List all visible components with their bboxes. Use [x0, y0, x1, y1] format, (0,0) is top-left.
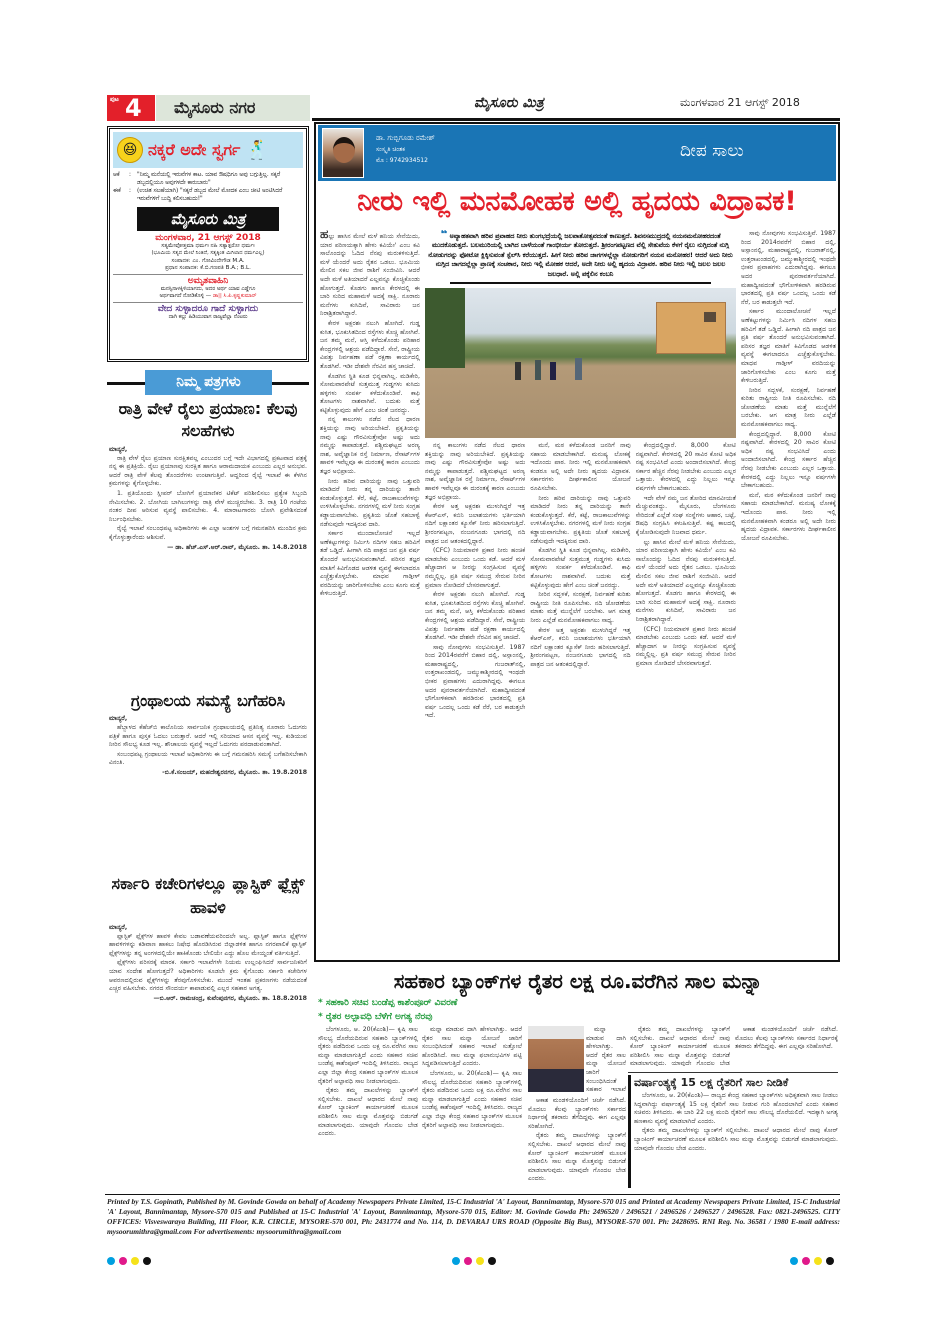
article-col-3 — [530, 442, 630, 960]
article-center — [425, 230, 736, 960]
header-date: ಮಂಗಳವಾರ 21 ಆಗಸ್ಟ್ 2018 — [680, 96, 800, 109]
bank-col-4 — [735, 1026, 838, 1069]
paragraph: ಸಾವು ನೋವುಗಳು ಸಂಭವಿಸುತ್ತಿವೆ. 1987 ರಿಂದ 2014ರವರೆಗೆ ಬಿಹಾರ ದಲ್ಲಿ, ಅಸ್ಸಾಂನಲ್ಲಿ, ಮಹಾರಾಷ್ಟ್ರದಲ್ಲಿ, ಗುಜರಾತ್‌ನಲ್ಲಿ, ಉತ್ತರಾಖಂಡದಲ್ಲಿ, ಜಮ್ಮುಕಾಶ್ಮೀರದಲ್ಲಿ ಇಂಥದೇ ಭೀಕರ ಪ್ರವಾಹಗಳು ಎದುರಾಗಿದ್ದವು. ಈಗಲೂ ಅದರ ಪುನರಾವರ್ತನೆಯಾಗಿದೆ. ಮಹಾದ್ವೀಪದಂತೆ ಭೌಗೋಳಿಕವಾಗಿ ಹರಡಿರುವ ಭಾರತದಲ್ಲಿ ಪ್ರತಿ ವರ್ಷ ಒಂದಲ್ಲ ಒಂದು ಕಡೆ ನೆರೆ, ಬರ ಕಾಡುತ್ತಲೇ ಇದೆ. — [741, 230, 836, 306]
proverb-title: ವೇದ ಸುಳ್ಳಾದರೂ ಗಾದೆ ಸುಳ್ಳಾಗದು — [157, 304, 259, 314]
paragraph: ರೈತರು ತಮ್ಮ ದಾಖಲೆಗಳನ್ನು ಬ್ಯಾಂಕ್‌ಗೆ ಸಲ್ಲಿಸಬೇಕು. ದಾಖಲೆ ಆಧಾರದ ಮೇಲೆ ನಾವು ಕೋರ್ ಬ್ಯಾಂಕಿಂಗ್ ಕಾರ್ಯಾಚರಣೆ ಮೂಲಕ ಪರಿಶೀಲಿಸಿ ಸಾಲ ಮನ್ನಾ ಮೊತ್ತವನ್ನು ಬಿಡುಗಡೆ ಮಾಡಲಾಗುವುದು. ಯಾವುದೇ ಗೊಂದಲ ಬೇಡ ಎಂದರು. — [634, 1127, 838, 1152]
dialogue-line: (ಉಚಿತ ಸಲಹೆಯಾಗಿ) "ಸಕ್ಕರೆ ಡಬ್ಬದ ಮೇಲೆ ಮೋದಕ ಎಂಬ ಚೀಟಿ ಅಂಟಿಸಿದರೆ ಇರುವೆಗಳಿಗೆ ಬುದ್ಧಿ ಕಲಿಸಬಹುದು!" — [137, 188, 283, 202]
registration-marks-right — [790, 1250, 838, 1269]
humor-title: ನಕ್ಕರೆ ಅದೇ ಸ್ವರ್ಗ — [148, 140, 241, 159]
column-header — [318, 125, 836, 181]
article-col-5 — [741, 230, 836, 960]
bank-col-1b — [422, 1026, 522, 1188]
paragraph: 1. ಪ್ರತಿಯೊಂದು ಸ್ಲೀಪರ್ ಬೋಗಿಗೆ ಪ್ರಯಾಣಿಕರ ಟಿಕೆಟ್ ಪರಿಶೀಲಿಸಲು ಪ್ರತ್ಯೇಕ ಸಿಬ್ಬಂದಿ ನೇಮಿಸಬೇಕು. 2. ಬೋಗಿಯ ಬಾಗಿಲುಗಳನ್ನು ರಾತ್ರಿ ವೇಳೆ ಮುಚ್ಚಿರಬೇಕು. 3. ರಾತ್ರಿ 10 ಗಂಟೆಯ ನಂತರ ದೀಪ ಆರಿಸುವ ವ್ಯವಸ್ಥೆ ಪಾಲಿಸಬೇಕು. 4. ಮಾರಾಟಗಾರರು ಬೋಗಿ ಪ್ರವೇಶಿಸದಂತೆ ನಿರ್ಬಂಧಿಸಬೇಕು. — [109, 489, 307, 523]
sub-story-bar — [628, 1075, 631, 1188]
paragraph: ಸರ್ಕಾರ ಮುಂದಾಲೋಚನೆ ಇಲ್ಲದೆ ಅಣೆಕಟ್ಟುಗಳನ್ನು ನಿರ್ಮಿಸಿ ನದಿಗಳ ಸಹಜ ಹರಿವಿಗೆ ತಡೆ ಒಡ್ಡಿದೆ. ಹೀಗಾಗಿ ನದಿ ಪಾತ್ರದ ಜನ ಪ್ರತಿ ವರ್ಷ ತೊಂದರೆ ಅನುಭವಿಸುವಂತಾಗಿದೆ. ಪರಿಸರ ತಜ್ಞರ ಮಾತಿಗೆ ಕಿವಿಗೊಡದ ಆಡಳಿತ ವ್ಯವಸ್ಥೆ ಈಗಲಾದರೂ ಎಚ್ಚೆತ್ತುಕೊಳ್ಳಬೇಕು. ಮಾಧವ ಗಾಡ್ಗೀಳ್ ವರದಿಯನ್ನು ಜಾರಿಗೊಳಿಸಬೇಕು ಎಂಬ ಕೂಗು ಮತ್ತೆ ಕೇಳಿಬರುತ್ತಿದೆ. — [741, 308, 836, 385]
pull-quote — [425, 230, 736, 279]
salutation: ಮಾನ್ಯರೆ, — [109, 446, 128, 453]
bank-subhead-2: * ರೈತರ ಅಲ್ಪಾವಧಿ ಬೆಳೆಗೆ ಅಗತ್ಯ ನೆರವು — [318, 1012, 433, 1022]
column-headline: ನೀರು ಇಲ್ಲಿ ಮನಮೋಹಕ ಅಲ್ಲಿ ಹೃದಯ ವಿದ್ರಾವಕ! — [357, 186, 797, 217]
article-col-4 — [636, 442, 736, 960]
paragraph: ನನ್ನ ಕಾಲುಗಳು ನಡೆದ ನೆಲದ ಧಾರಣ ಶಕ್ತಿಯನ್ನು ನಾವು ಅರಿಯಬೇಕಿದೆ. ಪ್ರಕೃತಿಯನ್ನು ನಾವು ಎಷ್ಟು ಗೌರವಿಸುತ್ತೇವೋ ಅಷ್ಟು ಅದು ನಮ್ಮನ್ನು ಕಾಪಾಡುತ್ತದೆ. ಪಶ್ಚಿಮಘಟ್ಟದ ಅರಣ್ಯ ನಾಶ, ಅವೈಜ್ಞಾನಿಕ ರಸ್ತೆ ನಿರ್ಮಾಣ, ರೆಸಾರ್ಟ್‌ಗಳ ಹಾವಳಿ ಇವೆಲ್ಲವೂ ಈ ದುರಂತಕ್ಕೆ ಕಾರಣ ಎಂಬುದು ತಜ್ಞರ ಅಭಿಪ್ರಾಯ. — [320, 416, 420, 476]
sep: : — [129, 172, 131, 178]
speaker: ಈಕೆ — [113, 188, 121, 194]
paragraph: (CFC) ನಿಯಮಾವಳಿ ಪ್ರಕಾರ ನೀರು ಹಂಚಿಕೆ ಮಾಡಬೇಕು ಎಂಬುದು ಒಂದು ಕಡೆ. ಆದರೆ ಮಳೆ ಹೆಚ್ಚಾದಾಗ ಆ ನೀರನ್ನು ಸಂಗ್ರಹಿಸುವ ವ್ಯವಸ್ಥೆ ನಮ್ಮಲ್ಲಿಲ್ಲ. ಪ್ರತಿ ವರ್ಷ ಸಮುದ್ರ ಸೇರುವ ನೀರಿನ ಪ್ರಮಾಣ ನೋಡಿದರೆ ಬೇಸರವಾಗುತ್ತದೆ. — [425, 547, 526, 589]
sep: : — [129, 188, 131, 194]
sub-story-headline: ವರ್ಷಾಂತ್ಯಕ್ಕೆ 15 ಲಕ್ಷ ರೈತರಿಗೆ ಸಾಲ ನೀಡಿಕೆ — [634, 1076, 789, 1089]
paragraph: ಬೆಂಗಳೂರು, ಆ. 20(ಕೆಎಂಶಿ)— ರಾಜ್ಯದ ಕೇಂದ್ರ ಸಹಕಾರ ಬ್ಯಾಂಕ್‌ಗಳು ಅಧಿಕೃತವಾಗಿ ಸಾಲ ನೀಡಲು ಸಿದ್ಧವಾಗಿದ್ದು ವರ್ಷಾಂತ್ಯಕ್ಕೆ 15 ಲಕ್ಷ ರೈತರಿಗೆ ಸಾಲ ನೀಡುವ ಗುರಿ ಹೊಂದಲಾಗಿದೆ ಎಂದು ಸಹಕಾರ ಸಚಿವರು ತಿಳಿಸಿದರು. ಈ ಬಾರಿ 22 ಲಕ್ಷ ಮಂದಿ ರೈತರಿಗೆ ಸಾಲ ಸೌಲಭ್ಯ ದೊರೆಯಲಿದೆ. ಇದಕ್ಕಾಗಿ ಅಗತ್ಯ ಹಣಕಾಸು ವ್ಯವಸ್ಥೆ ಮಾಡಲಾಗಿದೆ ಎಂದರು. — [634, 1092, 838, 1125]
letters-banner-row — [107, 368, 309, 396]
letter-3-body — [109, 924, 307, 1188]
registration-marks-center — [452, 1250, 500, 1269]
amrutavani-prefix: ಅರ್ಥವಾಗದೆ ನೋಡಿಕೊಳ್ಳಿ — — [159, 293, 212, 299]
paragraph: ಹೆಬ್ಬಾಳದ ಕೆಹೆಚ್‌ಬಿ ಕಾಲೊನಿಯ ಸಾರ್ವಜನಿಕ ಗ್ರಂಥಾಲಯದಲ್ಲಿ ಪ್ರತಿನಿತ್ಯ ನೂರಾರು ಓದುಗರು ಪತ್ರಿಕೆ ಹಾಗೂ ಪುಸ್ತಕ ಓದಲು ಬರುತ್ತಾರೆ. ಆದರೆ ಇಲ್ಲಿ ಸರಿಯಾದ ಆಸನ ವ್ಯವಸ್ಥೆ ಇಲ್ಲ. ಕುಡಿಯುವ ನೀರಿನ ಸೌಲಭ್ಯ ಕೂಡ ಇಲ್ಲ. ಶೌಚಾಲಯ ವ್ಯವಸ್ಥೆ ಇಲ್ಲದೆ ಓದುಗರು ಪರದಾಡುವಂತಾಗಿದೆ. — [109, 724, 307, 749]
dancing-figure-icon: 🕺 — [246, 139, 269, 161]
paragraph: ಲ್ಲು ಹಾಸಿನ ಮೇಲೆ ಮಳೆ ಹನಿಯ ಸೇನೆಯಿದು, ಯಾರ ಪರಿಣಯಕ್ಕಾಗಿ ಹೇಳು ಕವಿಯೇ' ಎಂಬ ಕವಿ ಸಾಲೊಂದನ್ನು ಓದಿದ ನೆನಪು ಮರುಕಳಿಸುತ್ತಿದೆ. ಮಳೆ ಯೆಂದರೆ ಅದು ರೈತನ ಒಡಲು. ಭೂಮಿಯ ಮೇಲಿನ ಸಕಲ ಜೀವ ರಾಶಿಗೆ ಸಂಜೀವಿನಿ. ಆದರೆ ಅದೇ ಮಳೆ ಅತಿಯಾದರೆ ಎಲ್ಲವನ್ನೂ ಕೊಚ್ಚಿಕೊಂಡು ಹೋಗುತ್ತದೆ. ಕೊಡಗು ಹಾಗೂ ಕೇರಳದಲ್ಲಿ ಈ ಬಾರಿ ಸುರಿದ ಮಹಾಮಳೆ ಅದಕ್ಕೆ ಸಾಕ್ಷಿ. ನೂರಾರು ಮನೆಗಳು ಕುಸಿದಿವೆ, ಸಾವಿರಾರು ಜನ ನಿರಾಶ್ರಿತರಾಗಿದ್ದಾರೆ. — [635, 538, 736, 623]
signature: — ಡಾ. ಹೆಚ್.ಎಸ್.ಆರ್.ರಾವ್, ಮೈಸೂರು. ತಾ. 14.8.2018 — [167, 543, 307, 551]
sub-story — [634, 1075, 838, 1188]
paragraph: ಫ್ಲೆಕ್ಸ್‌ಗಳು ಪರಿಸರಕ್ಕೆ ಮಾರಕ. ಸರ್ಕಾರಿ ಇಲಾಖೆಗಳೇ ನಿಯಮ ಉಲ್ಲಂಘಿಸಿದರೆ ಸಾರ್ವಜನಿಕರಿಗೆ ಯಾವ ಸಂದೇಶ ಹೋಗುತ್ತದೆ? ಅಧಿಕಾರಿಗಳು ಕೂಡಲೇ ಕ್ರಮ ಕೈಗೊಂಡು ಸರ್ಕಾರಿ ಕಚೇರಿಗಳ ಆವರಣದಲ್ಲಿರುವ ಫ್ಲೆಕ್ಸ್‌ಗಳನ್ನು ತೆರವುಗೊಳಿಸಬೇಕು. ಮುಂದೆ ಇಂತಹ ಪ್ರಕರಣಗಳು ನಡೆಯದಂತೆ ಎಚ್ಚರ ವಹಿಸಬೇಕು. ನಗರದ ಸೌಂದರ್ಯ ಕಾಪಾಡುವಲ್ಲಿ ಎಲ್ಲರ ಸಹಕಾರ ಅಗತ್ಯ. — [109, 959, 307, 993]
paragraph: ಆಕಾಶ ಮಂಡಳಿಯೊಂದಿಗೆ ಚರ್ಚೆ ನಡೆಸಿದೆ. ಮೊದಲು ಕೆಲವು ಬ್ಯಾಂಕ್‌ಗಳು ಸರ್ಕಾರದ ನಿರ್ಧಾರಕ್ಕೆ ತಕರಾರು ತೆಗೆದಿದ್ದವು. ಈಗ ಎಲ್ಲವೂ ಸರಿಹೋಗಿದೆ. — [528, 1097, 626, 1130]
pull-quote-text: ಅವ್ಯಾಹತವಾಗಿ ಹರಿವ ಪ್ರವಾಹದ ನೀರು ತುಂಗಭದ್ರೆಯಲ್ಲಿ ಜಲಪಾತೋತ್ಸವದಂತೆ ಕಾಣುತ್ತದೆ. ಶಿವನಸಮುದ್ರದಲ್ಲಿ ನಯನಮನೋಹರದಂತೆ ಮುದಕೊಡುತ್ತದೆ. ಬಲಮುರಿಯಲ್ಲಿ ಬಾಗಿದ ಬಾಳೆಯಂತೆ ಗಾಂಭೀರ್ಯ ತೋರುತ್ತದೆ. ಶ್ರೀರಂಗಪಟ್ಟಣದ ವೆಲ್ಲಿ ಸೇತುವೆಯ ಕೆಳಗೆ ರೈಲು ನುಗ್ಗಿದಂತೆ ನುಗ್ಗಿ ನೋಡುಗರನ್ನು ಫೋಟೋ ಕ್ಲಿಕ್ಕಿಸುವಂತೆ ಸ್ಪೆಲ್‌ಸಿ ಕರೆಯುತ್ತದೆ. ಹೀಗೆ ನೀರು ಹರಿವ ಜಾಗಗಳಲ್ಲೆಲ್ಲಾ ನೋಡುಗರಿಗೆ ನಯನ ಮನೋಹರ! ಆದರೆ ಅದು ನೀರು ನುಗ್ಗಿದ ಜಾಗದಲ್ಲೆಲ್ಲಾ ಪ್ರಾಣಕ್ಕೆ ಸಂಚಕಾರ, ನೀರು ಇಲ್ಲಿ ಮೋಹಕ ಆದರೆ, ಅದೇ ನೀರು ಅಲ್ಲಿ ಹೃದಯ ವಿದ್ರಾವಕ. ಹರಿವ ನೀರು ಇಲ್ಲಿ ಜಲಲ ಜಲಲ ಜಲಧಾರೆ. ಅಲ್ಲಿ ಪಕ್ಕೆಲಿನ ಕಂಬನಿ — [428, 232, 733, 278]
paragraph: ಕೇರಳ ಅತ್ತ ಅಕ್ಷರಶಃ ಮುಳುಗಿದ್ದರೆ ಇತ್ತ ಕೆಆರ್‌ಎಸ್, ಕಬಿನಿ ಜಲಾಶಯಗಳು ಭರ್ತಿಯಾಗಿ ನದಿಗೆ ಲಕ್ಷಾಂತರ ಕ್ಯೂಸೆಕ್ ನೀರು ಹರಿಸಲಾಗುತ್ತಿದೆ. ಶ್ರೀರಂಗಪಟ್ಟಣ, ನಂಜನಗೂಡು ಭಾಗದಲ್ಲಿ ನದಿ ಪಾತ್ರದ ಜನ ಆತಂಕದಲ್ಲಿದ್ದಾರೆ. — [530, 626, 631, 668]
section-title: ಮೈಸೂರು ನಗರ — [156, 95, 310, 121]
motto: ಸತ್ಯಮೇವೋತ್ತಮಾ ಧರ್ಮಃ ನಹಿ ಸತ್ಯಾತ್ಪರೋ ಧರ್ಮಃ — [161, 243, 255, 249]
paragraph: (CFC) ನಿಯಮಾವಳಿ ಪ್ರಕಾರ ನೀರು ಹಂಚಿಕೆ ಮಾಡಬೇಕು ಎಂಬುದು ಒಂದು ಕಡೆ. ಆದರೆ ಮಳೆ ಹೆಚ್ಚಾದಾಗ ಆ ನೀರನ್ನು ಸಂಗ್ರಹಿಸುವ ವ್ಯವಸ್ಥೆ ನಮ್ಮಲ್ಲಿಲ್ಲ. ಪ್ರತಿ ವರ್ಷ ಸಮುದ್ರ ಸೇರುವ ನೀರಿನ ಪ್ರಮಾಣ ನೋಡಿದರೆ ಬೇಸರವಾಗುತ್ತದೆ. — [635, 625, 736, 667]
proverb-text: ದಾಗಿ ಕಲ್ಲು ಹಿಡಿಯುವಾಗ ರಾಜ್ಯವೆಲ್ಲಾ ನೆಂಟರು — [168, 314, 248, 320]
letters-section — [107, 368, 309, 1188]
signature: —ಬಿ.ಆರ್. ರಾಮಚಂದ್ರ, ಕುವೆಂಪುನಗರ, ಮೈಸೂರು. ತಾ. 18.8.2018 — [153, 994, 307, 1002]
author-name: ಡಾ. ಗುಬ್ಬಿಗೂಡು ರಮೇಶ್ — [376, 134, 435, 142]
bank-story — [316, 966, 840, 1188]
paragraph: ರೈತರು ತಮ್ಮ ದಾಖಲೆಗಳನ್ನು ಬ್ಯಾಂಕ್‌ಗೆ ಸಲ್ಲಿಸಬೇಕು. ದಾಖಲೆ ಆಧಾರದ ಮೇಲೆ ನಾವು ಕೋರ್ ಬ್ಯಾಂಕಿಂಗ್ ಕಾರ್ಯಾಚರಣೆ ಮೂಲಕ ಪರಿಶೀಲಿಸಿ ಸಾಲ ಮನ್ನಾ ಮೊತ್ತವನ್ನು ಬಿಡುಗಡೆ ಮಾಡಲಾಗುವುದು. ಯಾವುದೇ ಗೊಂದಲ ಬೇಡ ಎಂದರು. — [528, 1132, 626, 1183]
bank-col-2b — [528, 1097, 626, 1188]
pull-quote-rule — [450, 282, 711, 284]
paragraph: ನೀರಿನ ಸದ್ಬಳಕೆ, ಸಂರಕ್ಷಣೆ, ನಿರ್ವಹಣೆ ಕುರಿತು ರಾಷ್ಟ್ರೀಯ ನೀತಿ ರೂಪಿಸಬೇಕು. ನದಿ ಜೋಡಣೆಯ ಮಾತು ಮತ್ತೆ ಮುನ್ನೆಲೆಗೆ ಬರಬೇಕು. ಆಗ ಮಾತ್ರ ನೀರು ಎಲ್ಲೆಡೆ ಮನಮೋಹಕವಾಗಲು ಸಾಧ್ಯ. — [530, 591, 631, 624]
paragraph: ಸರ್ಕಾರ ಮುಂದಾಲೋಚನೆ ಇಲ್ಲದೆ ಅಣೆಕಟ್ಟುಗಳನ್ನು ನಿರ್ಮಿಸಿ ನದಿಗಳ ಸಹಜ ಹರಿವಿಗೆ ತಡೆ ಒಡ್ಡಿದೆ. ಹೀಗಾಗಿ ನದಿ ಪಾತ್ರದ ಜನ ಪ್ರತಿ ವರ್ಷ ತೊಂದರೆ ಅನುಭವಿಸುವಂತಾಗಿದೆ. ಪರಿಸರ ತಜ್ಞರ ಮಾತಿಗೆ ಕಿವಿಗೊಡದ ಆಡಳಿತ ವ್ಯವಸ್ಥೆ ಈಗಲಾದರೂ ಎಚ್ಚೆತ್ತುಕೊಳ್ಳಬೇಕು. ಮಾಧವ ಗಾಡ್ಗೀಳ್ ವರದಿಯನ್ನು ಜಾರಿಗೊಳಿಸಬೇಕು ಎಂಬ ಕೂಗು ಮತ್ತೆ ಕೇಳಿಬರುತ್ತಿದೆ. — [320, 530, 420, 598]
author-role: ಸಂಸ್ಕೃತಿ ಚಿಂತಕ — [376, 146, 405, 153]
masthead-box-date: ಮಂಗಳವಾರ, 21 ಆಗಸ್ಟ್ 2018 — [155, 233, 261, 243]
paragraph: ಸಂಬಂಧಪಟ್ಟ ಗ್ರಂಥಾಲಯ ಇಲಾಖೆ ಅಧಿಕಾರಿಗಳು ಈ ಬಗ್ಗೆ ಗಮನಹರಿಸಿ ಸಮಸ್ಯೆ ಬಗೆಹರಿಸಬೇಕಾಗಿ ವಿನಂತಿ. — [109, 750, 307, 767]
letter-1-headline: ರಾತ್ರಿ ವೇಳೆ ರೈಲು ಪ್ರಯಾಣ: ಕೆಲವು ಸಲಹೆಗಳು — [118, 399, 298, 440]
quote-mark-icon: ❝ — [440, 230, 448, 241]
article-col-1 — [320, 230, 420, 960]
amrutavani-text: ಮನಸ್ಸಿನಾಳಕ್ಕಿಳಿಯಾಗದು, ಅದರ ಅರ್ಥ ಯಾವ ಎಡ್ಡೆಗೂ — [160, 286, 256, 292]
paragraph: ಮನೆ, ಮಠ ಕಳೆದುಕೊಂಡ ಜನರಿಗೆ ನಾವು ಸಹಾಯ ಮಾಡಬೇಕಾಗಿದೆ. ಮನುಷ್ಯ ಲೋಕಕ್ಕೆ ಇದೊಂದು ಪಾಠ. ನೀರು ಇಲ್ಲಿ ಮನಮೋಹಕವಾಗಿ ಕಂಡರೂ ಅಲ್ಲಿ ಅದೇ ನೀರು ಹೃದಯ ವಿದ್ರಾವಕ. ಸರ್ಕಾರಗಳು ದೀರ್ಘಕಾಲೀನ ಯೋಜನೆ ರೂಪಿಸಬೇಕು. — [741, 491, 836, 542]
minister-photo — [528, 1026, 584, 1092]
paragraph: ಕೊಡಗಿನ ಸ್ಥಿತಿ ಕೂಡ ಭಿನ್ನವಾಗಿಲ್ಲ. ಮಡಿಕೇರಿ, ಸೋಮವಾರಪೇಟೆ ಸುತ್ತಮುತ್ತ ಗುಡ್ಡಗಳು ಕುಸಿದು ಹಳ್ಳಿಗಳು ಸಂಪರ್ಕ ಕಳೆದುಕೊಂಡಿವೆ. ಕಾಫಿ ತೋಟಗಳು ನಾಶವಾಗಿವೆ. ಬದುಕು ಮತ್ತೆ ಕಟ್ಟಿಕೊಳ್ಳುವುದು ಹೇಗೆ ಎಂಬ ಚಿಂತೆ ಜನರದ್ದು. — [530, 547, 631, 589]
humor-box — [107, 126, 309, 362]
sub-story-body — [634, 1092, 838, 1188]
author-photo — [322, 128, 364, 178]
paragraph: ಕೇರಳ ಅಕ್ಷರಶಃ ನಲುಗಿ ಹೋಗಿದೆ. ಗುಡ್ಡ ಕುಸಿತ, ಭೂಕುಸಿತದಿಂದ ರಸ್ತೆಗಳು ಕೊಚ್ಚಿ ಹೋಗಿವೆ. ಜನ ತಮ್ಮ ಮನೆ, ಆಸ್ತಿ ಕಳೆದುಕೊಂಡು ಪರಿಹಾರ ಕೇಂದ್ರಗಳಲ್ಲಿ ಆಶ್ರಯ ಪಡೆದಿದ್ದಾರೆ. ಸೇನೆ, ರಾಷ್ಟ್ರೀಯ ವಿಪತ್ತು ನಿರ್ವಹಣಾ ಪಡೆ ರಕ್ಷಣಾ ಕಾರ್ಯದಲ್ಲಿ ತೊಡಗಿವೆ. ಇಡೀ ದೇಶವೇ ನೆರವಿನ ಹಸ್ತ ಚಾಚಿದೆ. — [320, 319, 420, 370]
footer-rule — [105, 1194, 840, 1195]
paragraph: ಲ್ಲು ಹಾಸಿನ ಮೇಲೆ ಮಳೆ ಹನಿಯ ಸೇನೆಯಿದು, ಯಾರ ಪರಿಣಯಕ್ಕಾಗಿ ಹೇಳು ಕವಿಯೇ' ಎಂಬ ಕವಿ ಸಾಲೊಂದನ್ನು ಓದಿದ ನೆನಪು ಮರುಕಳಿಸುತ್ತಿದೆ. ಮಳೆ ಯೆಂದರೆ ಅದು ರೈತನ ಒಡಲು. ಭೂಮಿಯ ಮೇಲಿನ ಸಕಲ ಜೀವ ರಾಶಿಗೆ ಸಂಜೀವಿನಿ. ಆದರೆ ಅದೇ ಮಳೆ ಅತಿಯಾದರೆ ಎಲ್ಲವನ್ನೂ ಕೊಚ್ಚಿಕೊಂಡು ಹೋಗುತ್ತದೆ. ಕೊಡಗು ಹಾಗೂ ಕೇರಳದಲ್ಲಿ ಈ ಬಾರಿ ಸುರಿದ ಮಹಾಮಳೆ ಅದಕ್ಕೆ ಸಾಕ್ಷಿ. ನೂರಾರು ಮನೆಗಳು ಕುಸಿದಿವೆ, ಸಾವಿರಾರು ಜನ ನಿರಾಶ್ರಿತರಾಗಿದ್ದಾರೆ. — [320, 233, 420, 318]
humor-header — [113, 132, 303, 168]
editor: ಸಂಪಾದಕ: ಎಂ. ಗೋವಿಂದೇಗೌಡ M.A. — [171, 258, 245, 264]
paragraph: ಕೇರಳ ಅಕ್ಷರಶಃ ನಲುಗಿ ಹೋಗಿದೆ. ಗುಡ್ಡ ಕುಸಿತ, ಭೂಕುಸಿತದಿಂದ ರಸ್ತೆಗಳು ಕೊಚ್ಚಿ ಹೋಗಿವೆ. ಜನ ತಮ್ಮ ಮನೆ, ಆಸ್ತಿ ಕಳೆದುಕೊಂಡು ಪರಿಹಾರ ಕೇಂದ್ರಗಳಲ್ಲಿ ಆಶ್ರಯ ಪಡೆದಿದ್ದಾರೆ. ಸೇನೆ, ರಾಷ್ಟ್ರೀಯ ವಿಪತ್ತು ನಿರ್ವಹಣಾ ಪಡೆ ರಕ್ಷಣಾ ಕಾರ್ಯದಲ್ಲಿ ತೊಡಗಿವೆ. ಇಡೀ ದೇಶವೇ ನೆರವಿನ ಹಸ್ತ ಚಾಚಿದೆ. — [425, 591, 526, 642]
paragraph: ನೀರು ಹರಿವ ದಾರಿಯನ್ನು ನಾವು ಒತ್ತುವರಿ ಮಾಡಿದರೆ ನೀರು ತನ್ನ ದಾರಿಯನ್ನು ತಾನೇ ಕಂಡುಕೊಳ್ಳುತ್ತದೆ. ಕೆರೆ, ಕಟ್ಟೆ, ರಾಜಕಾಲುವೆಗಳನ್ನು ಉಳಿಸಿಕೊಳ್ಳಬೇಕು. ನಗರಗಳಲ್ಲಿ ಮಳೆ ನೀರು ಸಂಗ್ರಹ ಕಡ್ಡಾಯವಾಗಬೇಕು. ಪ್ರಕೃತಿಯ ಜೊತೆ ಸಹಬಾಳ್ವೆ ನಡೆಸುವುದೇ ಇದಕ್ಕಿರುವ ದಾರಿ. — [320, 477, 420, 528]
paragraph: ನೀರು ಹರಿವ ದಾರಿಯನ್ನು ನಾವು ಒತ್ತುವರಿ ಮಾಡಿದರೆ ನೀರು ತನ್ನ ದಾರಿಯನ್ನು ತಾನೇ ಕಂಡುಕೊಳ್ಳುತ್ತದೆ. ಕೆರೆ, ಕಟ್ಟೆ, ರಾಜಕಾಲುವೆಗಳನ್ನು ಉಳಿಸಿಕೊಳ್ಳಬೇಕು. ನಗರಗಳಲ್ಲಿ ಮಳೆ ನೀರು ಸಂಗ್ರಹ ಕಡ್ಡಾಯವಾಗಬೇಕು. ಪ್ರಕೃತಿಯ ಜೊತೆ ಸಹಬಾಳ್ವೆ ನಡೆಸುವುದೇ ಇದಕ್ಕಿರುವ ದಾರಿ. — [530, 494, 631, 545]
dropcap: ಹ — [320, 230, 329, 241]
masthead-small: ಮೈಸೂರು ಮಿತ್ರ — [474, 95, 544, 111]
paragraph: ರೈತರು ತಮ್ಮ ದಾಖಲೆಗಳನ್ನು ಬ್ಯಾಂಕ್‌ಗೆ ಸಲ್ಲಿಸಬೇಕು. ದಾಖಲೆ ಆಧಾರದ ಮೇಲೆ ನಾವು ಕೋರ್ ಬ್ಯಾಂಕಿಂಗ್ ಕಾರ್ಯಾಚರಣೆ ಮೂಲಕ ಪರಿಶೀಲಿಸಿ ಸಾಲ ಮನ್ನಾ ಮೊತ್ತವನ್ನು ಬಿಡುಗಡೆ ಮಾಡಲಾಗುವುದು. ಯಾವುದೇ ಗೊಂದಲ ಬೇಡ ಎಂದರು. — [318, 1087, 418, 1138]
paragraph: ರೈಲ್ವೆ ಇಲಾಖೆ ಸಂಬಂಧಪಟ್ಟ ಅಧಿಕಾರಿಗಳು ಈ ಎಲ್ಲಾ ಅಂಶಗಳ ಬಗ್ಗೆ ಗಮನಹರಿಸಿ ಮುಂದಿನ ಕ್ರಮ ಕೈಗೊಳ್ಳುತ್ತಾರೆಂದು ಆಶಿಸುವೆ. — [109, 525, 307, 541]
letter-2-body — [109, 715, 307, 869]
article-col-2 — [425, 442, 525, 960]
column-name: ದೀಪ ಸಾಲು — [680, 141, 744, 161]
motto-sub: (ಭೂಮಿಯ ಸತ್ಯದ ಮೇಲೆ ನಿಂತಿದೆ, ಸತ್ಯಕ್ಕಿಂತ ಮಿಗಿಲಾದ ಧರ್ಮವಿಲ್ಲ) — [151, 250, 265, 256]
imprint: Printed by T.S. Gopinath, Published by M. Govinde Gowda on behalf of Academy Newspapers Private Limited, 15-C Industrial 'A' Layout, Bannimantap, Mysore-570 015 and Printed at Academy Newspapers Private Limited, 15-C Industrial 'A' Layout, Bannimantap, Mysore-570 015 and Published at 15-C Industrial 'A' Layout, Bannimantap, Mysore-570 015, Editor: M. Govinde Gowda Ph: 2496520 / 2496521 / 2496526 / 2496527 / 2496528. Fax: 0821-2496525. CITY OFFICES: Visveswaraya Building, III Floor, K.R. CIRCLE, MYSORE-570 001, Ph: 2431774 and No. 114, D. DEVARAJ URS ROAD (Opposite Big Bus), MYSORE-570 001. Ph: 2428695. RNI Reg. No. 36581 / 1980 E-mail address: mysoorumithra@gmail.com For advertisements: mysoorumithra@gmail.com — [107, 1197, 840, 1236]
signature: -ಬಿ.ಕೆ.ಸಂಜಯ್, ಮಹದೇಶ್ವರನಗರ, ಮೈಸೂರು. ತಾ. 19.8.2018 — [162, 769, 307, 777]
speaker: ಆಕೆ — [113, 172, 120, 178]
amrutavani-author: ಡಾ|| ಸಿ.ಪಿ.ಕೃಷ್ಣಕುಮಾರ್ — [212, 293, 257, 299]
paragraph: ಕೇರಳ ಅತ್ತ ಅಕ್ಷರಶಃ ಮುಳುಗಿದ್ದರೆ ಇತ್ತ ಕೆಆರ್‌ಎಸ್, ಕಬಿನಿ ಜಲಾಶಯಗಳು ಭರ್ತಿಯಾಗಿ ನದಿಗೆ ಲಕ್ಷಾಂತರ ಕ್ಯೂಸೆಕ್ ನೀರು ಹರಿಸಲಾಗುತ್ತಿದೆ. ಶ್ರೀರಂಗಪಟ್ಟಣ, ನಂಜನಗೂಡು ಭಾಗದಲ್ಲಿ ನದಿ ಪಾತ್ರದ ಜನ ಆತಂಕದಲ್ಲಿದ್ದಾರೆ. — [425, 503, 526, 545]
page-number: 4 — [125, 94, 142, 122]
paragraph: ರೈತರು ತಮ್ಮ ದಾಖಲೆಗಳನ್ನು ಬ್ಯಾಂಕ್‌ಗೆ ಸಲ್ಲಿಸಬೇಕು. ದಾಖಲೆ ಆಧಾರದ ಮೇಲೆ ನಾವು ಕೋರ್ ಬ್ಯಾಂಕಿಂಗ್ ಕಾರ್ಯಾಚರಣೆ ಮೂಲಕ ಪರಿಶೀಲಿಸಿ ಸಾಲ ಮನ್ನಾ ಮೊತ್ತವನ್ನು ಬಿಡುಗಡೆ ಮಾಡಲಾಗುವುದು. ಯಾವುದೇ ಗೊಂದಲ ಬೇಡ — [630, 1026, 730, 1068]
author-phone: ಮೊ : 9742934512 — [376, 157, 428, 164]
dialogue-line: "ನಿಮ್ಮ ಮನೆಯಲ್ಲಿ ಇರುವೆಗಳ ಕಾಟ. ಯಾವ ಔಷಧಿಗೂ ಅವು ಬಗ್ಗುತ್ತಿಲ್ಲ. ಸಕ್ಕರೆ ಡಬ್ಬದಲ್ಲಿಯೂ ಅವುಗಳದೇ ಕಾರುಬಾರು" — [137, 172, 281, 186]
salutation: ಮಾನ್ಯರೆ, — [109, 715, 128, 723]
paragraph: ರಾತ್ರಿ ವೇಳೆ ರೈಲು ಪ್ರಯಾಣ ಸುರಕ್ಷಿತವಲ್ಲ ಎಂಬುದರ ಬಗ್ಗೆ ಇದೇ ವಿಭಾಗದಲ್ಲಿ ಪ್ರಕಟವಾದ ಪತ್ರಕ್ಕೆ ನನ್ನ ಈ ಪ್ರತಿಕ್ರಿಯೆ. ರೈಲು ಪ್ರಯಾಣವು ಸುರಕ್ಷಿತ ಹಾಗೂ ಆರಾಮದಾಯಕ ಎಂಬುದು ಎಲ್ಲರ ಅನುಭವ. ಆದರೆ ರಾತ್ರಿ ವೇಳೆ ಕೆಲವು ತೊಂದರೆಗಳು ಉಂಟಾಗುತ್ತಿವೆ. ಆದ್ದರಿಂದ ರೈಲ್ವೆ ಇಲಾಖೆ ಈ ಕೆಳಗಿನ ಕ್ರಮಗಳನ್ನು ಕೈಗೊಳ್ಳಬೇಕು. — [109, 454, 307, 488]
paragraph: ನನ್ನ ಕಾಲುಗಳು ನಡೆದ ನೆಲದ ಧಾರಣ ಶಕ್ತಿಯನ್ನು ನಾವು ಅರಿಯಬೇಕಿದೆ. ಪ್ರಕೃತಿಯನ್ನು ನಾವು ಎಷ್ಟು ಗೌರವಿಸುತ್ತೇವೋ ಅಷ್ಟು ಅದು ನಮ್ಮನ್ನು ಕಾಪಾಡುತ್ತದೆ. ಪಶ್ಚಿಮಘಟ್ಟದ ಅರಣ್ಯ ನಾಶ, ಅವೈಜ್ಞಾನಿಕ ರಸ್ತೆ ನಿರ್ಮಾಣ, ರೆಸಾರ್ಟ್‌ಗಳ ಹಾವಳಿ ಇವೆಲ್ಲವೂ ಈ ದುರಂತಕ್ಕೆ ಕಾರಣ ಎಂಬುದು ತಜ್ಞರ ಅಭಿಪ್ರಾಯ. — [425, 442, 526, 501]
amrutavani-title: ಅಮೃತವಾಹಿನಿ — [187, 276, 229, 286]
paragraph: ಮನೆ, ಮಠ ಕಳೆದುಕೊಂಡ ಜನರಿಗೆ ನಾವು ಸಹಾಯ ಮಾಡಬೇಕಾಗಿದೆ. ಮನುಷ್ಯ ಲೋಕಕ್ಕೆ ಇದೊಂದು ಪಾಠ. ನೀರು ಇಲ್ಲಿ ಮನಮೋಹಕವಾಗಿ ಕಂಡರೂ ಅಲ್ಲಿ ಅದೇ ನೀರು ಹೃದಯ ವಿದ್ರಾವಕ. ಸರ್ಕಾರಗಳು ದೀರ್ಘಕಾಲೀನ ಯೋಜನೆ ರೂಪಿಸಬೇಕು. — [530, 442, 631, 492]
salutation: ಮಾನ್ಯರೆ, — [109, 923, 128, 931]
paragraph: ಬೆಂಗಳೂರು, ಆ. 20(ಕೆಎಂಶಿ)— ಕೃಷಿ ಸಾಲ ಸೌಲಭ್ಯ ದೊರೆಯದಿರುವ ಸಹಕಾರಿ ಬ್ಯಾಂಕ್‌ಗಳಲ್ಲಿ ರೈತರು ಪಡೆದಿರುವ ಒಂದು ಲಕ್ಷ ರೂ.ವರೆಗಿನ ಸಾಲ ಮನ್ನಾ ಮಾಡಲಾಗುತ್ತಿದೆ ಎಂದು ಸಹಕಾರ ಸಚಿವ ಬಂಡೆಪ್ಪ ಕಾಶೆಂಪೂರ್ ಇಂದಿಲ್ಲಿ ತಿಳಿಸಿದರು. ರಾಜ್ಯದ ಎಲ್ಲಾ ಜಿಲ್ಲಾ ಕೇಂದ್ರ ಸಹಕಾರ ಬ್ಯಾಂಕ್‌ಗಳ ಮೂಲಕ ರೈತರಿಗೆ ಅಲ್ಪಾವಧಿ ಸಾಲ ನೀಡಲಾಗುವುದು. — [422, 1069, 522, 1129]
paragraph: ಪ್ಲಾಸ್ಟಿಕ್ ಫ್ಲೆಕ್ಸ್‌ಗಳ ಹಾವಳಿ ಕೇವಲ ಬಡಾವಣೆಯವರಿಂದಲೇ ಅಲ್ಲ. ಪ್ಲಾಸ್ಟಿಕ್ ಹಾಗೂ ಫ್ಲೆಕ್ಸ್‌ಗಳ ಹಾವಳಿಗಳನ್ನು ಕಡಿವಾಣ ಹಾಕಲು ನಿಷೇಧ ಹೊರಡಿಸಿರುವ ಜಿಲ್ಲಾಡಳಿತ ಹಾಗೂ ನಗರಪಾಲಿಕೆ ಪ್ಲಾಸ್ಟಿಕ್ ಫ್ಲೆಕ್ಸ್‌ಗಳನ್ನು ತನ್ನ ಅಂಗಳದಲ್ಲಿಯೇ ಹಾಕಿಕೊಂಡು ಬೇಲಿಯೇ ಎದ್ದು ಹೊಲ ಮೇಯ್ದಂತೆ ವರ್ತಿಸುತ್ತಿದೆ. — [109, 932, 307, 957]
flood-photo — [425, 288, 736, 438]
paragraph: ಕೇಂದ್ರದಲ್ಲಿದ್ದಾರೆ. 8,000 ಕೋಟಿ ನಷ್ಟವಾಗಿದೆ. ಕೇರಳದಲ್ಲಿ 20 ಸಾವಿರ ಕೋಟಿ ಅಧಿಕ ನಷ್ಟ ಸಂಭವಿಸಿದೆ ಎಂದು ಅಂದಾಜಿಸಲಾಗಿದೆ. ಕೇಂದ್ರ ಸರ್ಕಾರ ಹೆಚ್ಚಿನ ನೆರವು ನೀಡಬೇಕು ಎಂಬುದು ಎಲ್ಲರ ಒತ್ತಾಯ. ಕೇರಳದಲ್ಲಿ ಎದ್ದು ನಿಲ್ಲಲು ಇನ್ನೂ ವರ್ಷಗಳೇ ಬೇಕಾಗಬಹುದು. — [635, 442, 736, 492]
paragraph: ನೀರಿನ ಸದ್ಬಳಕೆ, ಸಂರಕ್ಷಣೆ, ನಿರ್ವಹಣೆ ಕುರಿತು ರಾಷ್ಟ್ರೀಯ ನೀತಿ ರೂಪಿಸಬೇಕು. ನದಿ ಜೋಡಣೆಯ ಮಾತು ಮತ್ತೆ ಮುನ್ನೆಲೆಗೆ ಬರಬೇಕು. ಆಗ ಮಾತ್ರ ನೀರು ಎಲ್ಲೆಡೆ ಮನಮೋಹಕವಾಗಲು ಸಾಧ್ಯ. — [741, 386, 836, 429]
article-center-columns — [425, 442, 736, 960]
bank-col-1 — [318, 1026, 418, 1188]
paragraph: ಸಾವು ನೋವುಗಳು ಸಂಭವಿಸುತ್ತಿವೆ. 1987 ರಿಂದ 2014ರವರೆಗೆ ಬಿಹಾರ ದಲ್ಲಿ, ಅಸ್ಸಾಂನಲ್ಲಿ, ಮಹಾರಾಷ್ಟ್ರದಲ್ಲಿ, ಗುಜರಾತ್‌ನಲ್ಲಿ, ಉತ್ತರಾಖಂಡದಲ್ಲಿ, ಜಮ್ಮುಕಾಶ್ಮೀರದಲ್ಲಿ ಇಂಥದೇ ಭೀಕರ ಪ್ರವಾಹಗಳು ಎದುರಾಗಿದ್ದವು. ಈಗಲೂ ಅದರ ಪುನರಾವರ್ತನೆಯಾಗಿದೆ. ಮಹಾದ್ವೀಪದಂತೆ ಭೌಗೋಳಿಕವಾಗಿ ಹರಡಿರುವ ಭಾರತದಲ್ಲಿ ಪ್ರತಿ ವರ್ಷ ಒಂದಲ್ಲ ಒಂದು ಕಡೆ ನೆರೆ, ಬರ ಕಾಡುತ್ತಲೇ ಇದೆ. — [425, 643, 526, 720]
paragraph: ಇದೇ ವೇಳೆ ನಮ್ಮ ಜನ ತೋರಿದ ಮಾನವೀಯತೆ ಮೆಚ್ಚುವಂತದ್ದು. ಮೈಸೂರು, ಬೆಂಗಳೂರು ಸೇರಿದಂತೆ ಎಲ್ಲೆಡೆ ಸಂಘ ಸಂಸ್ಥೆಗಳು ಆಹಾರ, ಬಟ್ಟೆ, ಔಷಧಿ ಸಂಗ್ರಹಿಸಿ ಕಳುಹಿಸುತ್ತಿವೆ. ಕಷ್ಟ ಕಾಲದಲ್ಲಿ ಕೈಜೋಡಿಸುವುದೇ ನಿಜವಾದ ಧರ್ಮ. — [635, 494, 736, 536]
subhead-text: ರೈತರ ಅಲ್ಪಾವಧಿ ಬೆಳೆಗೆ ಅಗತ್ಯ ನೆರವು — [325, 1012, 433, 1022]
paragraph: ಕೇಂದ್ರದಲ್ಲಿದ್ದಾರೆ. 8,000 ಕೋಟಿ ನಷ್ಟವಾಗಿದೆ. ಕೇರಳದಲ್ಲಿ 20 ಸಾವಿರ ಕೋಟಿ ಅಧಿಕ ನಷ್ಟ ಸಂಭವಿಸಿದೆ ಎಂದು ಅಂದಾಜಿಸಲಾಗಿದೆ. ಕೇಂದ್ರ ಸರ್ಕಾರ ಹೆಚ್ಚಿನ ನೆರವು ನೀಡಬೇಕು ಎಂಬುದು ಎಲ್ಲರ ಒತ್ತಾಯ. ಕೇರಳದಲ್ಲಿ ಎದ್ದು ನಿಲ್ಲಲು ಇನ್ನೂ ವರ್ಷಗಳೇ ಬೇಕಾಗಬಹುದು. — [741, 430, 836, 490]
paragraph: ಬೆಂಗಳೂರು, ಆ. 20(ಕೆಎಂಶಿ)— ಕೃಷಿ ಸಾಲ ಸೌಲಭ್ಯ ದೊರೆಯದಿರುವ ಸಹಕಾರಿ ಬ್ಯಾಂಕ್‌ಗಳಲ್ಲಿ ರೈತರು ಪಡೆದಿರುವ ಒಂದು ಲಕ್ಷ ರೂ.ವರೆಗಿನ ಸಾಲ ಮನ್ನಾ ಮಾಡಲಾಗುತ್ತಿದೆ ಎಂದು ಸಹಕಾರ ಸಚಿವ ಬಂಡೆಪ್ಪ ಕಾಶೆಂಪೂರ್ ಇಂದಿಲ್ಲಿ ತಿಳಿಸಿದರು. ರಾಜ್ಯದ ಎಲ್ಲಾ ಜಿಲ್ಲಾ ಕೇಂದ್ರ ಸಹಕಾರ ಬ್ಯಾಂಕ್‌ಗಳ ಮೂಲಕ ರೈತರಿಗೆ ಅಲ್ಪಾವಧಿ ಸಾಲ ನೀಡಲಾಗುವುದು. — [318, 1026, 418, 1085]
masthead-box-logo: ಮೈಸೂರು ಮಿತ್ರ — [137, 207, 279, 231]
header-rule — [312, 118, 840, 121]
laughing-face-icon: 😆 — [117, 137, 143, 163]
bank-subhead-1: * ಸಹಕಾರಿ ಸಚಿವ ಬಂಡೆಪ್ಪ ಕಾಶೆಂಪೂರ್ ವಿವರಣೆ — [318, 998, 458, 1008]
paragraph: ಕೊಡಗಿನ ಸ್ಥಿತಿ ಕೂಡ ಭಿನ್ನವಾಗಿಲ್ಲ. ಮಡಿಕೇರಿ, ಸೋಮವಾರಪೇಟೆ ಸುತ್ತಮುತ್ತ ಗುಡ್ಡಗಳು ಕುಸಿದು ಹಳ್ಳಿಗಳು ಸಂಪರ್ಕ ಕಳೆದುಕೊಂಡಿವೆ. ಕಾಫಿ ತೋಟಗಳು ನಾಶವಾಗಿವೆ. ಬದುಕು ಮತ್ತೆ ಕಟ್ಟಿಕೊಳ್ಳುವುದು ಹೇಗೆ ಎಂಬ ಚಿಂತೆ ಜನರದ್ದು. — [320, 372, 420, 414]
letters-banner: ನಿಮ್ಮ ಪತ್ರಗಳು — [145, 370, 272, 395]
paragraph: ಮನ್ನಾ ಮಾಡುವ ದಾಗಿ ಹೇಳಲಾಗಿತ್ತು. ಆದರೆ ರೈತರ ಸಾಲ ಮನ್ನಾ ಯೋಜನೆ ಜಾರಿಗೆ ಸಂಬಂಧಿಸಿದಂತೆ ಸಹಕಾರ ಇಲಾಖೆ ಸುತ್ತೋಲೆ ಹೊರಡಿಸಿದೆ. ಸಾಲ ಮನ್ನಾ ಫಲಾನುಭವಿಗಳ ಪಟ್ಟಿ ಸಿದ್ಧಪಡಿಸಲಾಗುತ್ತಿದೆ ಎಂದರು. — [422, 1026, 522, 1068]
bank-headline: ಸಹಕಾರ ಬ್ಯಾಂಕ್‌ಗಳ ರೈತರ ಲಕ್ಷ ರೂ.ವರೆಗಿನ ಸಾಲ ಮನ್ನಾ — [393, 969, 763, 993]
bank-col-3 — [630, 1026, 730, 1069]
chief-editor: ಪ್ರಧಾನ ಸಂಪಾದಕ: ಕೆ.ಬಿ.ಗಣಪತಿ B.A.; B.L. — [165, 265, 251, 271]
page-number-badge — [107, 95, 155, 121]
sub-story-rule — [628, 1072, 838, 1073]
letter-1-body — [109, 446, 307, 686]
paragraph: ಆಕಾಶ ಮಂಡಳಿಯೊಂದಿಗೆ ಚರ್ಚೆ ನಡೆಸಿದೆ. ಮೊದಲು ಕೆಲವು ಬ್ಯಾಂಕ್‌ಗಳು ಸರ್ಕಾರದ ನಿರ್ಧಾರಕ್ಕೆ ತಕರಾರು ತೆಗೆದಿದ್ದವು. ಈಗ ಎಲ್ಲವೂ ಸರಿಹೋಗಿದೆ. — [735, 1026, 838, 1051]
letter-2-headline: ಗ್ರಂಥಾಲಯ ಸಮಸ್ಯೆ ಬಗೆಹರಿಸಿ — [130, 691, 286, 711]
registration-marks-left — [107, 1250, 155, 1269]
paragraph: ಮನ್ನಾ ಮಾಡುವ ದಾಗಿ ಹೇಳಲಾಗಿತ್ತು. ಆದರೆ ರೈತರ ಸಾಲ ಮನ್ನಾ ಯೋಜನೆ ಜಾರಿಗೆ ಸಂಬಂಧಿಸಿದಂತೆ ಸಹಕಾರ ಇಲಾಖೆ — [586, 1026, 626, 1094]
bank-col-2 — [586, 1026, 626, 1094]
letter-3-headline: ಸರ್ಕಾರಿ ಕಚೇರಿಗಳಲ್ಲೂ ಪ್ಲಾಸ್ಟಿಕ್ ಫ್ಲೆಕ್ಸ್ ಹಾವಳಿ — [111, 873, 305, 917]
page-label: ಪುಟ — [110, 96, 119, 103]
bank-content — [316, 1026, 840, 1188]
subhead-text: ಸಹಕಾರಿ ಸಚಿವ ಬಂಡೆಪ್ಪ ಕಾಶೆಂಪೂರ್ ವಿವರಣೆ — [325, 998, 458, 1008]
